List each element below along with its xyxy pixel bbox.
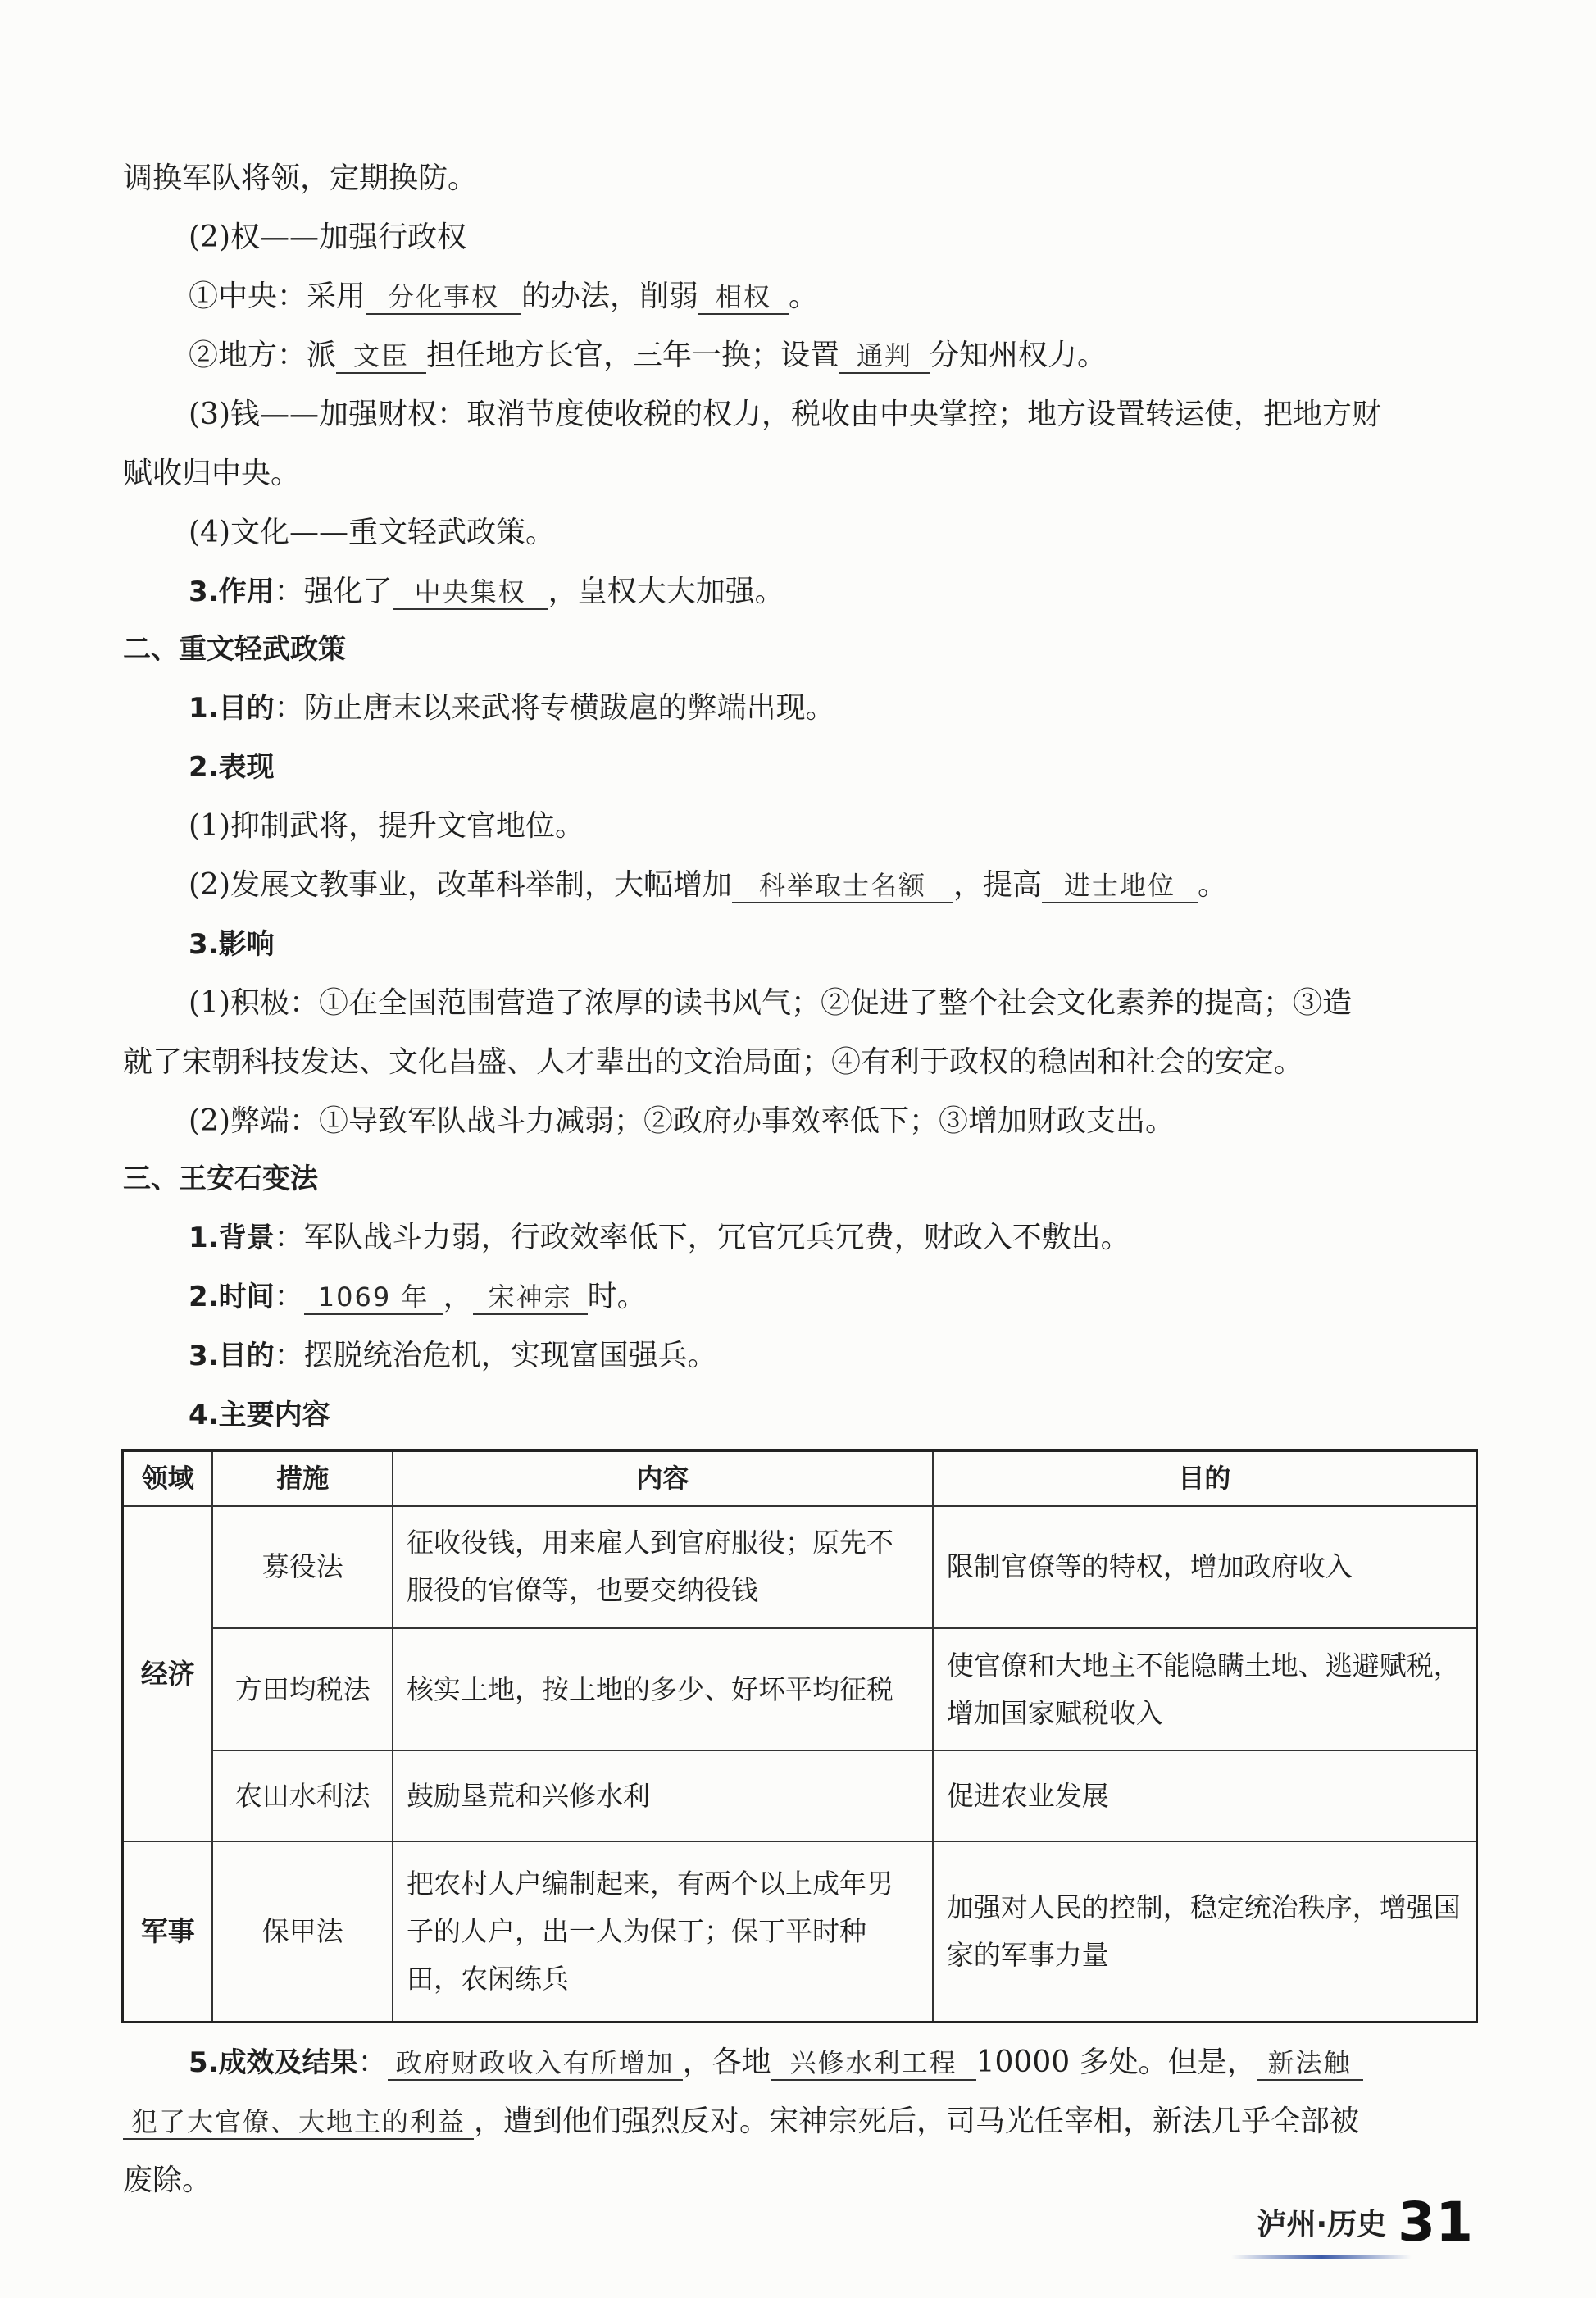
answer-blank: 政府财政收入有所增加 [388, 2046, 683, 2081]
answer-blank: 犯了大官僚、大地主的利益 [123, 2105, 474, 2140]
text-line: (2)弊端：①导致军队战斗力减弱；②政府办事效率低下；③增加财政支出。 [189, 1104, 1175, 1138]
purpose-cell: 限制官僚等的特权，增加政府收入 [933, 1506, 1477, 1628]
answer-blank: 通判 [839, 339, 930, 374]
reform-table [121, 1449, 1478, 2023]
text-line: ②地方：派 文臣 担任地方长官，三年一换；设置 通判 分知州权力。 [189, 339, 1107, 372]
purpose-cell: 加强对人民的控制，稳定统治秩序，增强国家的军事力量 [933, 1841, 1477, 2022]
text-line: 1.目的：防止唐末以来武将专横跋扈的弊端出现。 [189, 691, 835, 725]
answer-blank: 宋神宗 [473, 1281, 588, 1315]
subheading: 2.表现 [189, 751, 275, 784]
content-cell: 鼓励垦荒和兴修水利 [393, 1750, 933, 1841]
table-header-cell: 措施 [212, 1451, 393, 1506]
footer-decoration [1231, 2255, 1412, 2259]
measure-cell: 农田水利法 [212, 1750, 393, 1841]
table-header-cell: 领域 [123, 1451, 213, 1506]
measure-cell: 保甲法 [212, 1841, 393, 2022]
content-cell: 核实土地，按土地的多少、好坏平均征税 [393, 1628, 933, 1750]
text-line: 调换军队将领，定期换防。 [123, 162, 478, 195]
table-row [123, 1750, 1477, 1841]
answer-blank: 分化事权 [366, 280, 521, 315]
text-line: 3.目的：摆脱统治危机，实现富国强兵。 [189, 1339, 717, 1372]
section-heading: 二、重文轻武政策 [123, 633, 346, 666]
text-line: 废除。 [123, 2164, 212, 2197]
answer-blank: 1069 年 [304, 1281, 443, 1315]
page-footer [1257, 2185, 1473, 2259]
table-header-row [123, 1451, 1477, 1506]
text-line: 3.作用：强化了 中央集权 ，皇权大大加强。 [189, 575, 784, 608]
text-line: (1)抑制武将，提升文官地位。 [189, 809, 584, 843]
domain-cell: 经济 [123, 1506, 213, 1842]
table-header-cell: 目的 [933, 1451, 1477, 1506]
purpose-cell: 使官僚和大地主不能隐瞒土地、逃避赋税，增加国家赋税收入 [933, 1628, 1477, 1750]
domain-cell: 军事 [123, 1841, 213, 2022]
text-line: 犯了大官僚、大地主的利益 ，遭到他们强烈反对。宋神宗死后，司马光任宰相，新法几乎全部被 [123, 2102, 1473, 2141]
page-number: 31 [1398, 2190, 1473, 2254]
content-cell: 征收役钱，用来雇人到官府服役；原先不服役的官僚等，也要交纳役钱 [393, 1506, 933, 1628]
measure-cell: 募役法 [212, 1506, 393, 1628]
answer-blank: 兴修水利工程 [771, 2046, 976, 2081]
text-line: (2)发展文教事业，改革科举制，大幅增加 科举取士名额 ，提高 进士地位 。 [189, 868, 1228, 902]
table-row [123, 1628, 1477, 1750]
text-line: (4)文化——重文轻武政策。 [189, 516, 555, 549]
answer-blank: 相权 [698, 280, 789, 315]
footer-label: 泸州·历史 [1257, 2207, 1387, 2241]
answer-blank: 进士地位 [1042, 869, 1198, 903]
text-line: (2)权——加强行政权 [189, 221, 466, 254]
text-line: 1.背景：军队战斗力弱，行政效率低下，冗官冗兵冗费，财政入不敷出。 [189, 1221, 1130, 1254]
text-line: ①中央：采用 分化事权 的办法，削弱 相权 。 [189, 280, 819, 313]
measure-cell: 方田均税法 [212, 1628, 393, 1750]
answer-blank: 新法触 [1257, 2046, 1363, 2081]
section-heading: 三、王安石变法 [123, 1163, 318, 1195]
text-line: 就了宋朝科技发达、文化昌盛、人才辈出的文治局面；④有利于政权的稳固和社会的安定。 [123, 1045, 1304, 1079]
answer-blank: 科举取士名额 [732, 869, 953, 903]
text-line: 2.时间： 1069 年 ， 宋神宗 时。 [189, 1280, 647, 1313]
text-line: 赋收归中央。 [123, 457, 301, 490]
text-line: (3)钱——加强财权：取消节度使收税的权力，税收由中央掌控；地方设置转运使，把地方财 [189, 398, 1381, 431]
answer-blank: 中央集权 [393, 576, 548, 610]
table-header-cell: 内容 [393, 1451, 933, 1506]
table-row [123, 1841, 1477, 2022]
content-cell: 把农村人户编制起来，有两个以上成年男子的人户，出一人为保丁；保丁平时种田，农闲练兵 [393, 1841, 933, 2022]
subheading: 3.影响 [189, 928, 275, 961]
subheading: 4.主要内容 [189, 1399, 330, 1431]
table-row [123, 1506, 1477, 1628]
purpose-cell: 促进农业发展 [933, 1750, 1477, 1841]
answer-blank: 文臣 [336, 339, 426, 374]
text-line: 5.成效及结果： 政府财政收入有所增加 ，各地 兴修水利工程 10000 多处。但是， 新法触 [189, 2043, 1473, 2082]
text-line: (1)积极：①在全国范围营造了浓厚的读书风气；②促进了整个社会文化素养的提高；③造 [189, 986, 1352, 1020]
